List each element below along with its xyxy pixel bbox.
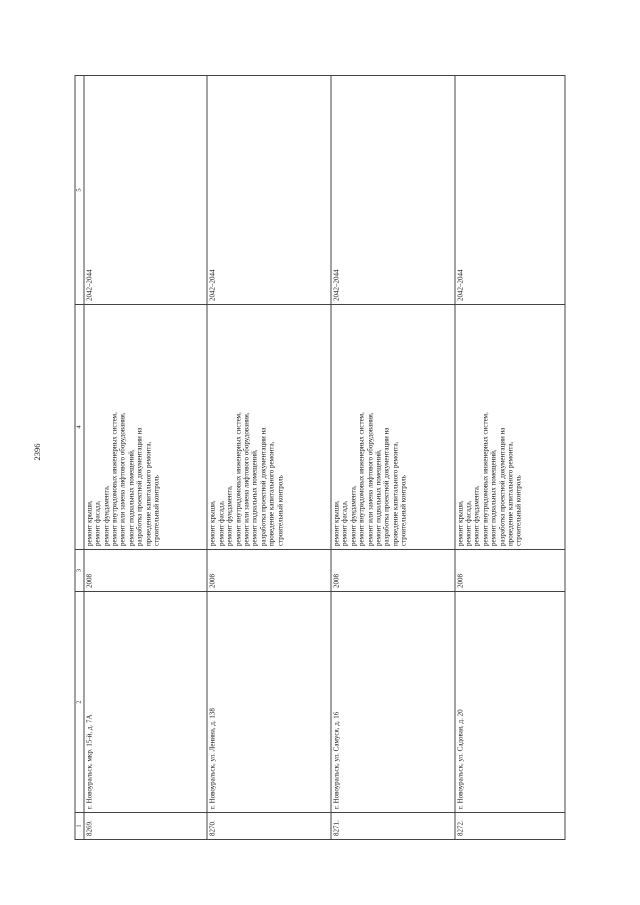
work-item: разработка проектной документации на <box>382 427 391 546</box>
table-row <box>84 76 208 840</box>
work-types <box>84 305 208 550</box>
page-number: 2396 <box>32 443 42 461</box>
building-address: г. Новоуральск, мкр. 15-й, д. 7А <box>84 592 208 813</box>
work-item: ремонт подвальных помещений, <box>127 449 136 546</box>
work-item: ремонт крыши, <box>208 500 217 546</box>
work-item: ремонт фундамента, <box>349 485 358 546</box>
commission-year: 2008 <box>331 550 455 592</box>
work-types <box>455 305 565 550</box>
row-number: 8269. <box>84 813 208 840</box>
work-item: ремонт фасада, <box>217 500 226 546</box>
work-item: проведение капитального ремонта, <box>391 441 400 546</box>
work-item: проведение капитального ремонта, <box>506 441 515 546</box>
work-item: разработка проектной документации на <box>498 427 507 546</box>
work-item: ремонт внутридомовых инженерных систем, <box>481 412 490 546</box>
building-address: г. Новоуральск, ул. Ленина, д. 138 <box>207 592 331 813</box>
work-item: ремонт фасада, <box>464 500 473 546</box>
work-item: ремонт внутридомовых инженерных систем, <box>357 412 366 546</box>
work-item: разработка проектной документации на <box>135 427 144 546</box>
work-item: ремонт крыши, <box>332 500 341 546</box>
work-item: строительный контроль <box>514 475 523 546</box>
row-number: 8271. <box>331 813 455 840</box>
work-item: ремонт или замена лифтового оборудования, <box>366 412 375 546</box>
column-number: 1 <box>75 813 84 840</box>
column-number: 5 <box>75 76 84 305</box>
work-item: ремонт внутридомовых инженерных систем, <box>234 412 243 546</box>
planned-period: 2042–2044 <box>455 76 565 305</box>
work-item: строительный контроль <box>152 475 161 546</box>
commission-year: 2008 <box>455 550 565 592</box>
planned-period: 2042–2044 <box>207 76 331 305</box>
column-number-row <box>75 76 84 840</box>
work-item: ремонт фасада, <box>93 500 102 546</box>
table-row <box>455 76 565 840</box>
work-types <box>207 305 331 550</box>
work-item: ремонт крыши, <box>456 500 465 546</box>
work-item: строительный контроль <box>399 475 408 546</box>
work-item: проведение капитального ремонта, <box>267 441 276 546</box>
work-item: разработка проектной документации на <box>259 427 268 546</box>
row-number: 8272. <box>455 813 565 840</box>
table-row <box>331 76 455 840</box>
work-item: ремонт фундамента, <box>102 485 111 546</box>
building-address: г. Новоуральск, ул. Садовая, д. 20 <box>455 592 565 813</box>
row-number: 8270. <box>207 813 331 840</box>
work-item: строительный контроль <box>276 475 285 546</box>
work-item: ремонт фундамента, <box>472 485 481 546</box>
repair-schedule-table <box>75 75 566 840</box>
column-number: 4 <box>75 305 84 550</box>
work-item: ремонт подвальных помещений, <box>374 449 383 546</box>
commission-year: 2008 <box>207 550 331 592</box>
planned-period: 2042–2044 <box>84 76 208 305</box>
work-item: проведение капитального ремонта, <box>144 441 153 546</box>
rotated-table-container <box>75 76 566 840</box>
work-item: ремонт подвальных помещений, <box>489 449 498 546</box>
table-row <box>207 76 331 840</box>
work-item: ремонт фасада, <box>340 500 349 546</box>
commission-year: 2008 <box>84 550 208 592</box>
building-address: г. Новоуральск, ул. Самуся, д. 16 <box>331 592 455 813</box>
column-number: 2 <box>75 592 84 813</box>
work-item: ремонт или замена лифтового оборудования, <box>242 412 251 546</box>
work-item: ремонт крыши, <box>85 500 94 546</box>
planned-period: 2042–2044 <box>331 76 455 305</box>
work-item: ремонт фундамента, <box>225 485 234 546</box>
column-number: 3 <box>75 550 84 592</box>
work-types <box>331 305 455 550</box>
work-item: ремонт или замена лифтового оборудования, <box>118 412 127 546</box>
work-item: ремонт внутридомовых инженерных систем, <box>110 412 119 546</box>
work-item: ремонт подвальных помещений, <box>250 449 259 546</box>
